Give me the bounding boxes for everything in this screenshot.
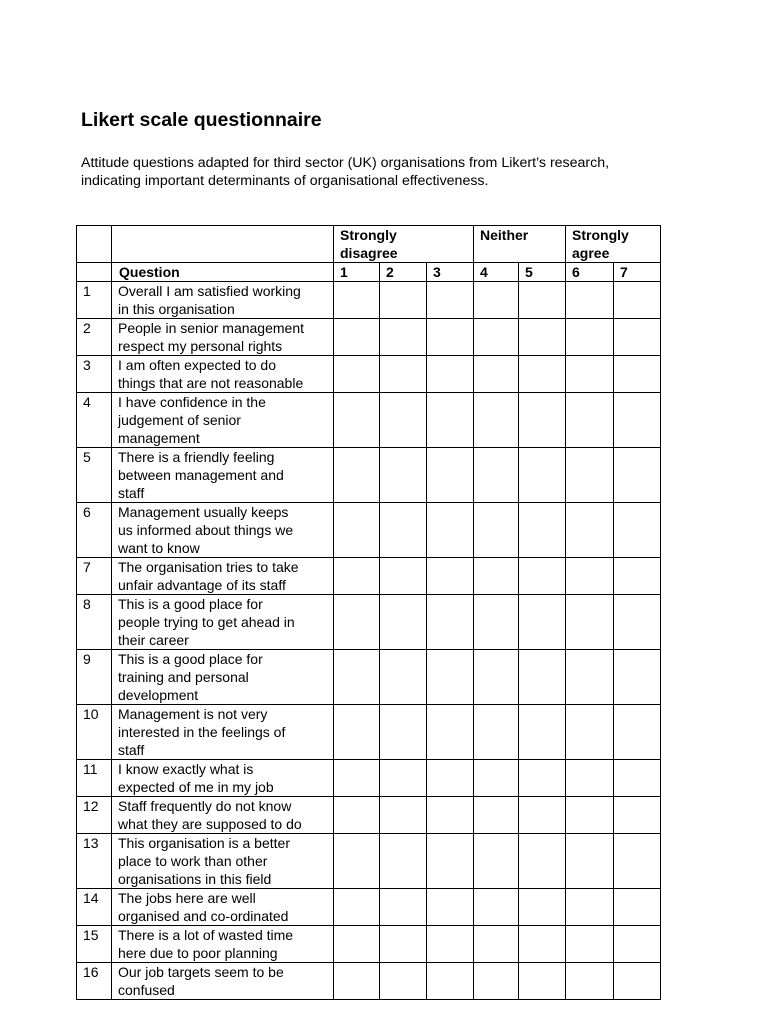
rating-cell[interactable] — [519, 963, 566, 1000]
rating-cell[interactable] — [380, 963, 427, 1000]
question-line: Staff frequently do not know — [118, 798, 292, 814]
question-line: I have confidence in the — [118, 394, 266, 410]
question-line: what they are supposed to do — [118, 816, 302, 832]
rating-cell[interactable] — [614, 650, 661, 705]
question-line: development — [118, 687, 199, 703]
rating-cell[interactable] — [566, 595, 614, 650]
rating-cell[interactable] — [380, 760, 427, 797]
rating-cell[interactable] — [519, 503, 566, 558]
table-row — [77, 963, 661, 1000]
rating-cell[interactable] — [474, 356, 519, 393]
question-line: confused — [118, 982, 175, 998]
rating-cell[interactable] — [380, 503, 427, 558]
question-number: 6 — [77, 503, 112, 558]
question-number: 15 — [77, 926, 112, 963]
question-line: training and personal — [118, 669, 249, 685]
question-line: Our job targets seem to be — [118, 964, 284, 980]
intro-line: indicating important determinants of organisational effectiveness. — [81, 173, 489, 189]
rating-cell[interactable] — [614, 558, 661, 595]
question-text — [112, 889, 334, 926]
header-line: disagree — [340, 245, 398, 261]
table-row — [77, 558, 661, 595]
strongly-agree-header — [566, 226, 661, 263]
rating-cell[interactable] — [566, 889, 614, 926]
question-line: want to know — [118, 540, 200, 556]
question-text — [112, 650, 334, 705]
question-number: 10 — [77, 705, 112, 760]
rating-cell[interactable] — [614, 319, 661, 356]
rating-cell[interactable] — [334, 558, 380, 595]
table-row — [77, 448, 661, 503]
rating-cell[interactable] — [474, 834, 519, 889]
rating-cell[interactable] — [427, 448, 474, 503]
question-text — [112, 963, 334, 1000]
rating-cell[interactable] — [380, 448, 427, 503]
rating-cell[interactable] — [380, 926, 427, 963]
rating-cell[interactable] — [334, 889, 380, 926]
rating-cell[interactable] — [474, 926, 519, 963]
question-line: judgement of senior — [118, 412, 241, 428]
question-text — [112, 393, 334, 448]
scale-label: 7 — [614, 263, 661, 282]
header-line: Strongly — [572, 227, 629, 243]
rating-cell[interactable] — [566, 393, 614, 448]
rating-cell[interactable] — [334, 282, 380, 319]
header-line: Strongly — [340, 227, 397, 243]
question-line: people trying to get ahead in — [118, 614, 295, 630]
question-text — [112, 705, 334, 760]
rating-cell[interactable] — [474, 448, 519, 503]
table-row — [77, 319, 661, 356]
question-line: This is a good place for — [118, 596, 263, 612]
question-number: 13 — [77, 834, 112, 889]
question-text — [112, 356, 334, 393]
rating-cell[interactable] — [519, 889, 566, 926]
question-text — [112, 595, 334, 650]
rating-cell[interactable] — [427, 393, 474, 448]
rating-cell[interactable] — [474, 797, 519, 834]
rating-cell[interactable] — [566, 448, 614, 503]
question-line: There is a lot of wasted time — [118, 927, 294, 943]
question-line: There is a friendly feeling — [118, 449, 275, 465]
rating-cell[interactable] — [380, 319, 427, 356]
header-line: Neither — [480, 227, 529, 243]
question-number: 1 — [77, 282, 112, 319]
rating-cell[interactable] — [614, 705, 661, 760]
table-row — [77, 650, 661, 705]
rating-cell[interactable] — [380, 834, 427, 889]
question-line: place to work than other — [118, 853, 268, 869]
rating-cell[interactable] — [519, 282, 566, 319]
rating-cell[interactable] — [519, 797, 566, 834]
rating-cell[interactable] — [427, 705, 474, 760]
rating-cell[interactable] — [566, 705, 614, 760]
rating-cell[interactable] — [427, 282, 474, 319]
blank-cell — [112, 226, 334, 263]
question-line: unfair advantage of its staff — [118, 577, 286, 593]
question-number: 3 — [77, 356, 112, 393]
question-line: in this organisation — [118, 301, 235, 317]
question-line: This organisation is a better — [118, 835, 290, 851]
question-line: their career — [118, 632, 189, 648]
question-number: 8 — [77, 595, 112, 650]
question-text — [112, 797, 334, 834]
intro-line: Attitude questions adapted for third sector (UK) organisations from Likert’s research, — [81, 155, 610, 171]
rating-cell[interactable] — [380, 393, 427, 448]
table-row — [77, 705, 661, 760]
question-line: between management and — [118, 467, 284, 483]
rating-cell[interactable] — [427, 503, 474, 558]
strongly-disagree-header — [334, 226, 474, 263]
question-line: I know exactly what is — [118, 761, 254, 777]
rating-cell[interactable] — [519, 319, 566, 356]
rating-cell[interactable] — [427, 595, 474, 650]
rating-cell[interactable] — [614, 356, 661, 393]
rating-cell[interactable] — [519, 760, 566, 797]
rating-cell[interactable] — [566, 319, 614, 356]
rating-cell[interactable] — [380, 356, 427, 393]
question-number: 7 — [77, 558, 112, 595]
question-number: 9 — [77, 650, 112, 705]
rating-cell[interactable] — [614, 926, 661, 963]
rating-cell[interactable] — [566, 963, 614, 1000]
intro-paragraph — [81, 154, 681, 190]
rating-cell[interactable] — [334, 760, 380, 797]
question-number: 5 — [77, 448, 112, 503]
question-text — [112, 558, 334, 595]
rating-cell[interactable] — [474, 889, 519, 926]
table-row — [77, 797, 661, 834]
rating-cell[interactable] — [519, 650, 566, 705]
rating-cell[interactable] — [427, 889, 474, 926]
table-row — [77, 834, 661, 889]
question-line: things that are not reasonable — [118, 375, 304, 391]
rating-cell[interactable] — [380, 558, 427, 595]
scale-label: 5 — [519, 263, 566, 282]
rating-cell[interactable] — [334, 595, 380, 650]
question-text — [112, 926, 334, 963]
rating-cell[interactable] — [380, 595, 427, 650]
table-row — [77, 926, 661, 963]
question-line: Overall I am satisfied working — [118, 283, 301, 299]
scale-label: 4 — [474, 263, 519, 282]
rating-cell[interactable] — [474, 282, 519, 319]
rating-cell[interactable] — [519, 558, 566, 595]
blank-cell — [77, 263, 112, 282]
likert-table — [76, 225, 661, 1000]
rating-cell[interactable] — [519, 393, 566, 448]
scale-label: 2 — [380, 263, 427, 282]
question-number: 2 — [77, 319, 112, 356]
rating-cell[interactable] — [427, 963, 474, 1000]
question-number: 11 — [77, 760, 112, 797]
question-number: 14 — [77, 889, 112, 926]
rating-cell[interactable] — [474, 705, 519, 760]
rating-cell[interactable] — [566, 356, 614, 393]
rating-cell[interactable] — [427, 926, 474, 963]
rating-cell[interactable] — [474, 760, 519, 797]
rating-cell[interactable] — [474, 503, 519, 558]
rating-cell[interactable] — [427, 650, 474, 705]
rating-cell[interactable] — [519, 595, 566, 650]
scale-label: 3 — [427, 263, 474, 282]
rating-cell[interactable] — [519, 448, 566, 503]
question-line: interested in the feelings of — [118, 724, 286, 740]
rating-cell[interactable] — [566, 760, 614, 797]
rating-cell[interactable] — [566, 834, 614, 889]
rating-cell[interactable] — [380, 705, 427, 760]
table-row — [77, 889, 661, 926]
question-line: management — [118, 430, 200, 446]
rating-cell[interactable] — [380, 282, 427, 319]
question-line: us informed about things we — [118, 522, 294, 538]
rating-cell[interactable] — [334, 926, 380, 963]
rating-cell[interactable] — [334, 650, 380, 705]
rating-cell[interactable] — [427, 319, 474, 356]
rating-cell[interactable] — [614, 448, 661, 503]
group-header-row — [77, 226, 661, 263]
rating-cell[interactable] — [614, 797, 661, 834]
question-number: 16 — [77, 963, 112, 1000]
rating-cell[interactable] — [334, 356, 380, 393]
question-text — [112, 319, 334, 356]
rating-cell[interactable] — [334, 319, 380, 356]
table-row — [77, 503, 661, 558]
rating-cell[interactable] — [519, 834, 566, 889]
rating-cell[interactable] — [427, 558, 474, 595]
table-row — [77, 595, 661, 650]
rating-cell[interactable] — [334, 393, 380, 448]
rating-cell[interactable] — [474, 595, 519, 650]
question-line: The jobs here are well — [118, 890, 256, 906]
rating-cell[interactable] — [334, 963, 380, 1000]
rating-cell[interactable] — [334, 448, 380, 503]
rating-cell[interactable] — [566, 650, 614, 705]
header-line: agree — [572, 245, 610, 261]
rating-cell[interactable] — [519, 356, 566, 393]
rating-cell[interactable] — [614, 595, 661, 650]
scale-label: 1 — [334, 263, 380, 282]
scale-header-row — [77, 263, 661, 282]
rating-cell[interactable] — [380, 650, 427, 705]
rating-cell[interactable] — [427, 760, 474, 797]
scale-label: 6 — [566, 263, 614, 282]
rating-cell[interactable] — [474, 319, 519, 356]
blank-cell — [77, 226, 112, 263]
rating-cell[interactable] — [427, 797, 474, 834]
question-header: Question — [112, 263, 334, 282]
question-line: Management usually keeps — [118, 504, 289, 520]
rating-cell[interactable] — [519, 705, 566, 760]
rating-cell[interactable] — [566, 503, 614, 558]
question-line: I am often expected to do — [118, 357, 276, 373]
rating-cell[interactable] — [566, 282, 614, 319]
question-text — [112, 834, 334, 889]
question-line: This is a good place for — [118, 651, 263, 667]
document-title: Likert scale questionnaire — [81, 109, 322, 131]
question-text — [112, 282, 334, 319]
rating-cell[interactable] — [474, 393, 519, 448]
rating-cell[interactable] — [474, 963, 519, 1000]
table-row — [77, 356, 661, 393]
rating-cell[interactable] — [566, 926, 614, 963]
question-line: staff — [118, 742, 145, 758]
table-row — [77, 393, 661, 448]
rating-cell[interactable] — [427, 356, 474, 393]
rating-cell[interactable] — [614, 963, 661, 1000]
table-row — [77, 760, 661, 797]
rating-cell[interactable] — [380, 889, 427, 926]
rating-cell[interactable] — [614, 834, 661, 889]
rating-cell[interactable] — [566, 797, 614, 834]
rating-cell[interactable] — [614, 503, 661, 558]
table-row — [77, 282, 661, 319]
rating-cell[interactable] — [334, 797, 380, 834]
question-line: People in senior management — [118, 320, 305, 336]
rating-cell[interactable] — [334, 503, 380, 558]
rating-cell[interactable] — [427, 834, 474, 889]
rating-cell[interactable] — [474, 650, 519, 705]
question-line: here due to poor planning — [118, 945, 278, 961]
rating-cell[interactable] — [614, 760, 661, 797]
rating-cell[interactable] — [614, 282, 661, 319]
rating-cell[interactable] — [614, 393, 661, 448]
question-line: Management is not very — [118, 706, 268, 722]
question-line: The organisation tries to take — [118, 559, 299, 575]
question-number: 4 — [77, 393, 112, 448]
rating-cell[interactable] — [474, 558, 519, 595]
rating-cell[interactable] — [334, 834, 380, 889]
rating-cell[interactable] — [566, 558, 614, 595]
question-line: staff — [118, 485, 145, 501]
question-line: organised and co-ordinated — [118, 908, 289, 924]
rating-cell[interactable] — [614, 889, 661, 926]
question-text — [112, 448, 334, 503]
question-line: respect my personal rights — [118, 338, 283, 354]
question-number: 12 — [77, 797, 112, 834]
question-text — [112, 760, 334, 797]
rating-cell[interactable] — [380, 797, 427, 834]
rating-cell[interactable] — [334, 705, 380, 760]
question-line: expected of me in my job — [118, 779, 274, 795]
neither-header — [474, 226, 566, 263]
question-text — [112, 503, 334, 558]
rating-cell[interactable] — [519, 926, 566, 963]
question-line: organisations in this field — [118, 871, 272, 887]
